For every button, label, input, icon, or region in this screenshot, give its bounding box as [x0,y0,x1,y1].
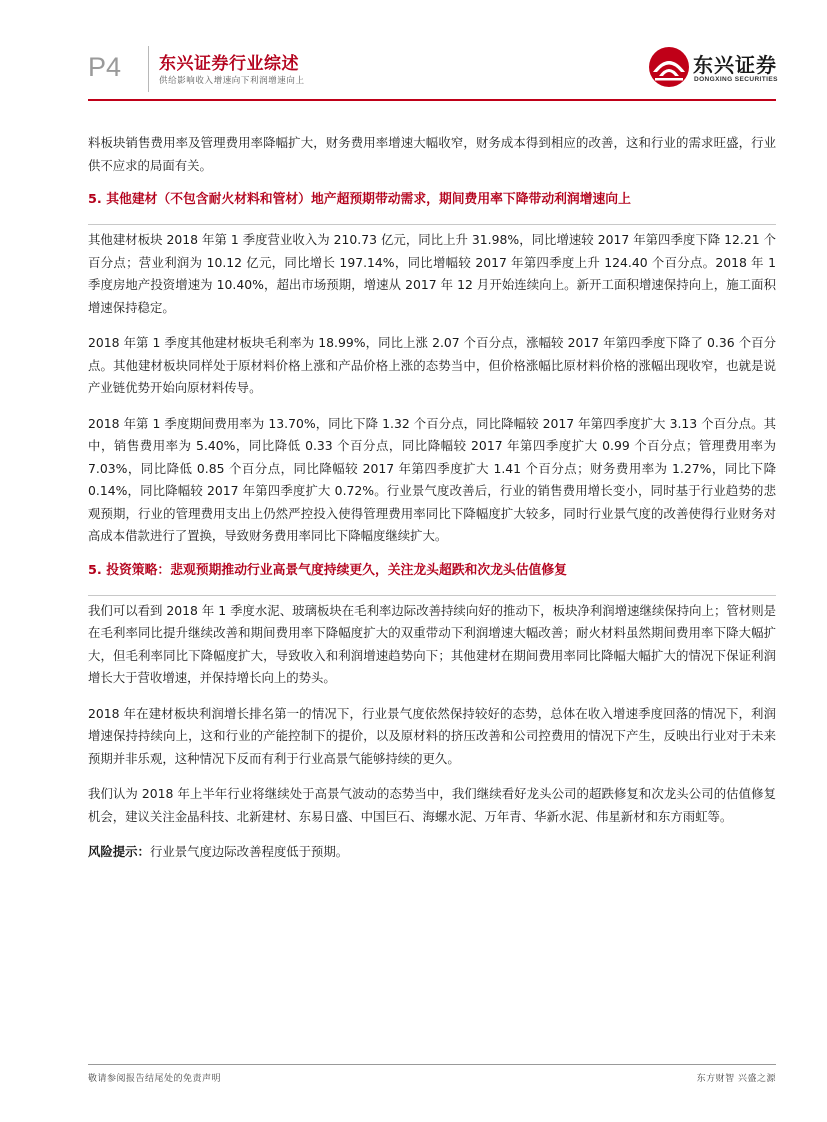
risk-warning [88,841,776,864]
paragraph-strategy-1: 我们可以看到 2018 年 1 季度水泥、玻璃板块在毛利率边际改善持续向好的推动下，板块净利润增速继续保持向上；管材则是在毛利率同比提升继续改善和期间费用率下降幅度扩大的双重带动下利润增速大幅改善；耐火材料虽然期间费用率下降大幅扩大，但毛利率同比下降幅度扩大，导致收入和利润增速趋势向下；其他建材在期间费用率同比降幅大幅扩大的情况下保证利润增长大于营收增速，并保持增长向上的势头。 [88,602,776,685]
logo-text-cn: 东兴证券 [693,53,777,77]
header-divider [148,46,149,92]
company-logo [648,46,778,92]
dongxing-logo-icon [648,46,690,88]
header-rule [88,99,776,101]
section-divider [88,595,776,596]
risk-text: 行业景气度边际改善程度低于预期。 [149,844,349,859]
report-body [88,132,776,877]
paragraph-strategy-3: 我们认为 2018 年上半年行业将继续处于高景气波动的态势当中，我们继续看好龙头公司的超跌修复和次龙头公司的估值修复机会，建议关注金晶科技、北新建材、东易日盛、中国巨石、海螺水泥、万年青、华新水泥、伟星新材和东方雨虹等。 [88,786,776,824]
footer-disclaimer: 敬请参阅报告结尾处的免责声明 [88,1074,222,1084]
page-number: P4 [88,52,122,82]
paragraph-revenue: 其他建材板块 2018 年第 1 季度营业收入为 210.73 亿元，同比上升 31.98%，同比增速较 2017 年第四季度下降 12.21 个百分点；营业利润为 10.12 亿元，同比增长 197.14%，同比增幅较 2017 年第四季度上升 124.40 个百分点。2018 年 1 季度房地产投资增速为 10.40%，超出市场预期，增速从 2017 年 12 月开始连续向上。新开工面积增速保持向上，施工面积增速保持稳定。 [88,232,776,315]
section-heading-other-materials: 5. 其他建材（不包含耐火材料和管材）地产超预期带动需求，期间费用率下降带动利润增速向上 [88,192,631,207]
paragraph-expense-ratio: 2018 年第 1 季度期间费用率为 13.70%，同比下降 1.32 个百分点，同比降幅较 2017 年第四季度扩大 3.13 个百分点。其中，销售费用率为 5.40%，同比降低 0.33 个百分点，同比降幅较 2017 年第四季度扩大 0.99 个百分点；管理费用率为 7.03%，同比降低 0.85 个百分点，同比降幅较 2017 年第四季度扩大 1.41 个百分点；财务费用率为 1.27%，同比下降 0.14%，同比降幅较 2017 年第四季度扩大 0.72%。行业景气度改善后，行业的销售费用增长变小，同时基于行业趋势的悲观预期，行业的管理费用支出上仍然严控投入使得管理费用率同比下降幅度扩大较多，同时行业景气度的改善使得行业财务对高成本借款进行了置换，导致财务费用率同比下降幅度继续扩大。 [88,415,776,543]
paragraph-strategy-2: 2018 年在建材板块利润增长排名第一的情况下，行业景气度依然保持较好的态势，总体在收入增速季度回落的情况下，利润增速保持持续向上，这和行业的产能控制下的提价，以及原材料的挤压改善和公司控费用的情况下产生，反映出行业对于未来预期并非乐观，这种情况下反而有利于行业高景气能够持续的更久。 [88,705,776,766]
report-subtitle: 供给影响收入增速向下利润增速向上 [159,76,305,86]
page-header [0,0,827,100]
risk-label: 风险提示： [88,844,150,859]
footer-slogan: 东方财智 兴盛之源 [696,1074,776,1084]
paragraph-continuation: 料板块销售费用率及管理费用率降幅扩大，财务费用率增速大幅收窄，财务成本得到相应的改善，这和行业的需求旺盛，行业供不应求的局面有关。 [88,135,776,173]
logo-text-en: DONGXING SECURITIES [694,76,778,83]
paragraph-gross-margin: 2018 年第 1 季度其他建材板块毛利率为 18.99%，同比上涨 2.07 个百分点，涨幅较 2017 年第四季度下降了 0.36 个百分点。其他建材板块同样处于原材料价格上涨和产品价格上涨的态势当中，但价格涨幅比原材料价格的涨幅出现收窄，也就是说产业链优势开始向原材料传导。 [88,335,776,395]
section-divider [88,224,776,225]
report-type-title: 东兴证券行业综述 [159,54,299,74]
footer-rule [88,1064,776,1065]
section-heading-strategy: 5. 投资策略：悲观预期推动行业高景气度持续更久，关注龙头超跌和次龙头估值修复 [88,562,567,578]
